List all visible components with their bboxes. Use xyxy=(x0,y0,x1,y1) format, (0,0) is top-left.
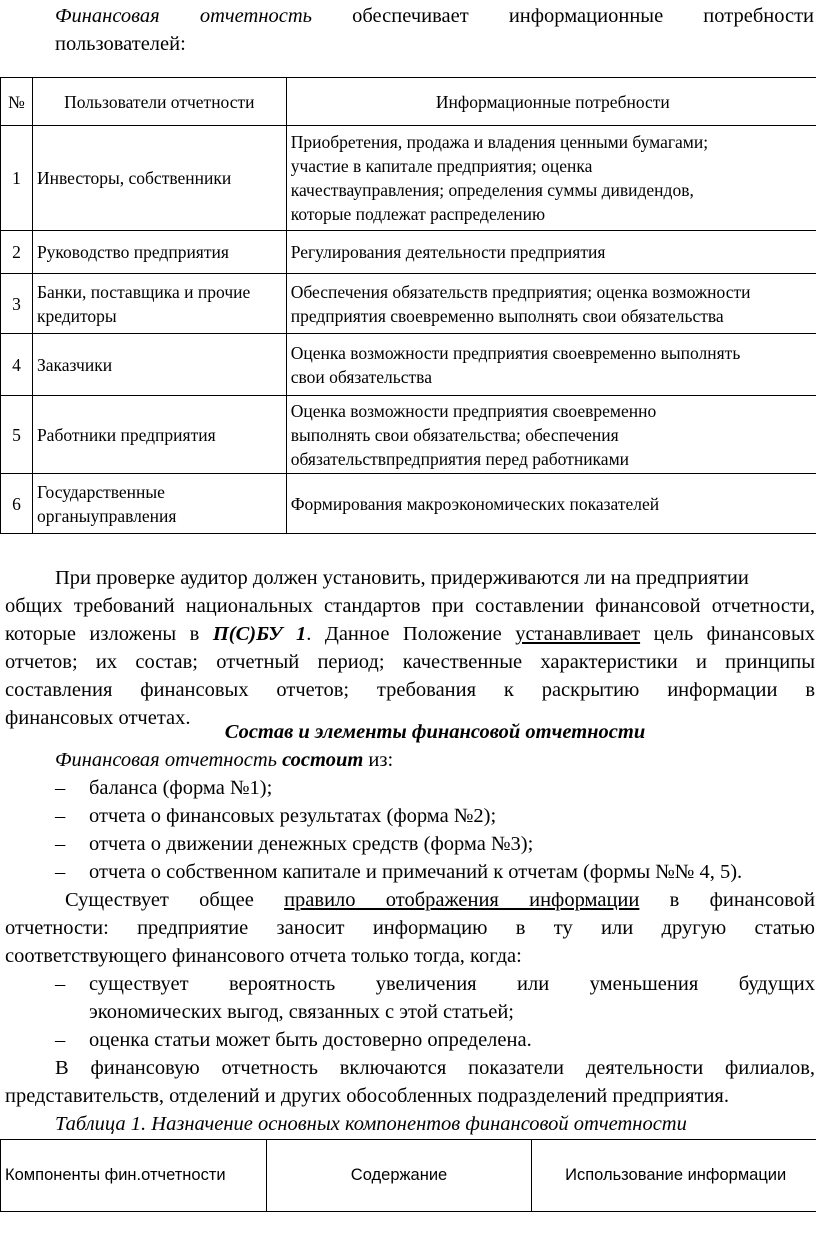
users-table-header xyxy=(1,78,816,126)
header-content: Содержание xyxy=(266,1140,532,1212)
row-needs xyxy=(286,334,816,396)
list-item-text: отчета о финансовых результатах (форма №2); xyxy=(89,805,497,827)
list-item xyxy=(55,802,496,830)
para2-line-1 xyxy=(65,886,815,914)
dash-bullet: – xyxy=(55,973,66,995)
header-components: Компоненты фин.отчетности xyxy=(1,1140,267,1212)
para1-l3e: цель финансовых xyxy=(653,623,816,645)
row-user xyxy=(32,334,286,396)
table-row xyxy=(1,274,816,334)
row-needs xyxy=(286,396,816,474)
list-item xyxy=(55,1026,532,1054)
components-table-header xyxy=(1,1140,816,1212)
row-user-line: Государственные xyxy=(36,481,165,502)
row-user-line: кредиторы xyxy=(36,305,117,326)
para3-line-1: В финансовую отчетность включаются показатели деятельности филиалов, xyxy=(55,1057,815,1079)
list-item xyxy=(55,830,533,858)
table-row xyxy=(1,474,816,534)
intro-line-1 xyxy=(55,2,814,30)
row-needs xyxy=(286,126,816,231)
row-user-line: Банки, поставщика и прочие xyxy=(36,281,251,302)
list-item-text: баланса (форма №1); xyxy=(89,777,273,799)
row-needs xyxy=(286,231,816,274)
consists-line xyxy=(55,746,393,774)
row-needs-line: которые подлежат распределению xyxy=(290,204,546,224)
para2-l1c: в финансовой xyxy=(669,889,815,911)
row-needs-line: Формирования макроэкономических показателей xyxy=(290,493,660,514)
row-needs-line: участие в капитале предприятия; оценка xyxy=(290,156,593,176)
consists-term: Финансовая отчетность xyxy=(55,749,277,771)
users-table xyxy=(0,77,816,534)
list-item xyxy=(55,970,815,998)
row-user-line: Работники предприятия xyxy=(36,424,216,445)
psbu-reference: П(С)БУ 1 xyxy=(212,623,307,645)
row-num: 4 xyxy=(1,334,33,396)
dash-bullet: – xyxy=(55,777,66,799)
row-user-line: органыуправления xyxy=(36,505,177,526)
row-needs-line: выполнять свои обязательства; обеспечения xyxy=(290,424,619,445)
para2-line-3: соответствующего финансового отчета только тогда, когда: xyxy=(5,945,522,967)
row-num: 5 xyxy=(1,396,33,474)
row-needs-line: Оценка возможности предприятия своевременно выполнять xyxy=(290,342,741,363)
section-title: Состав и элементы финансовой отчетности xyxy=(224,721,646,743)
row-needs-line: Регулирования деятельности предприятия xyxy=(290,242,606,262)
table-caption: Таблица 1. Назначение основных компонентов финансовой отчетности xyxy=(55,1113,687,1135)
para1-line-1: При проверке аудитор должен установить, придерживаются ли на предприятии xyxy=(55,567,749,589)
row-needs xyxy=(286,474,816,534)
row-user xyxy=(32,474,286,534)
row-user xyxy=(32,126,286,231)
row-user-line: Заказчики xyxy=(36,354,113,375)
para3-line-2: представительств, отделений и других обособленных подразделений предприятия. xyxy=(5,1085,729,1107)
row-needs-line: свои обязательства xyxy=(290,366,432,387)
para2-l1a: Существует общее xyxy=(65,889,254,911)
row-needs-line: Оценка возможности предприятия своевременно xyxy=(290,400,657,421)
row-user xyxy=(32,274,286,334)
table-row xyxy=(1,334,816,396)
components-table xyxy=(0,1139,816,1212)
header-users: Пользователи отчетности xyxy=(32,78,286,126)
row-num: 2 xyxy=(1,231,33,274)
row-user-line: Руководство предприятия xyxy=(36,242,229,262)
dash-bullet: – xyxy=(55,833,66,855)
para1-line-2: общих требований национальных стандартов при составлении финансовой отчетности, xyxy=(5,595,815,617)
para1-line-5: составления финансовых отчетов; требования к раскрытию информации в xyxy=(5,679,815,701)
consists-tail: из: xyxy=(368,749,394,771)
list-item-continuation: экономических выгод, связанных с этой статьей; xyxy=(89,1001,514,1023)
list-item xyxy=(55,774,272,802)
list-item-text: отчета о движении денежных средств (форма №3); xyxy=(89,833,534,855)
intro-term: Финансовая отчетность xyxy=(55,5,312,27)
dash-bullet: – xyxy=(55,805,66,827)
header-usage: Использование информации xyxy=(532,1140,816,1212)
list-item xyxy=(55,858,742,886)
row-user-line: Инвесторы, собственники xyxy=(36,168,232,188)
table-row xyxy=(1,231,816,274)
para1-l3c: . Данное Положение xyxy=(306,623,502,645)
table-row xyxy=(1,126,816,231)
list-item-text: оценка статьи может быть достоверно определена. xyxy=(89,1029,532,1051)
underlined-rule: правило отображения информации xyxy=(284,889,640,911)
header-num: № xyxy=(1,78,33,126)
row-user xyxy=(32,231,286,274)
list-item-text: существует вероятность увеличения или уменьшения будущих xyxy=(89,973,815,995)
row-needs-line: обязательствпредприятия перед работниками xyxy=(290,448,630,469)
row-needs-line: предприятия своевременно выполнять свои обязательства xyxy=(290,305,724,326)
para2-line-2: отчетности: предприятие заносит информацию в ту или другую статью xyxy=(5,917,815,939)
dash-bullet: – xyxy=(55,861,66,883)
header-needs: Информационные потребности xyxy=(286,78,816,126)
para1-line-6: финансовых отчетах. xyxy=(5,707,191,729)
row-num: 6 xyxy=(1,474,33,534)
para1-line-4: отчетов; их состав; отчетный период; качественные характеристики и принципы xyxy=(5,651,815,673)
row-needs-line: Обеспечения обязательств предприятия; оценка возможности xyxy=(290,281,751,302)
para1-l3a: которые изложены в xyxy=(5,623,200,645)
row-needs-line: Приобретения, продажа и владения ценными бумагами; xyxy=(290,132,709,152)
list-item-text: отчета о собственном капитале и примечаний к отчетам (формы №№ 4, 5). xyxy=(89,861,743,883)
underlined-establishes: устанавливает xyxy=(515,623,641,645)
row-needs xyxy=(286,274,816,334)
row-needs-line: качествауправления; определения суммы дивидендов, xyxy=(290,180,694,200)
row-num: 3 xyxy=(1,274,33,334)
consists-bold: состоит xyxy=(282,749,364,771)
row-num: 1 xyxy=(1,126,33,231)
intro-line-2: пользователей: xyxy=(55,33,186,55)
intro-rest: обеспечивает информационные потребности xyxy=(352,5,815,27)
row-user xyxy=(32,396,286,474)
dash-bullet: – xyxy=(55,1029,66,1051)
para1-line-3 xyxy=(5,620,815,648)
table-row xyxy=(1,396,816,474)
